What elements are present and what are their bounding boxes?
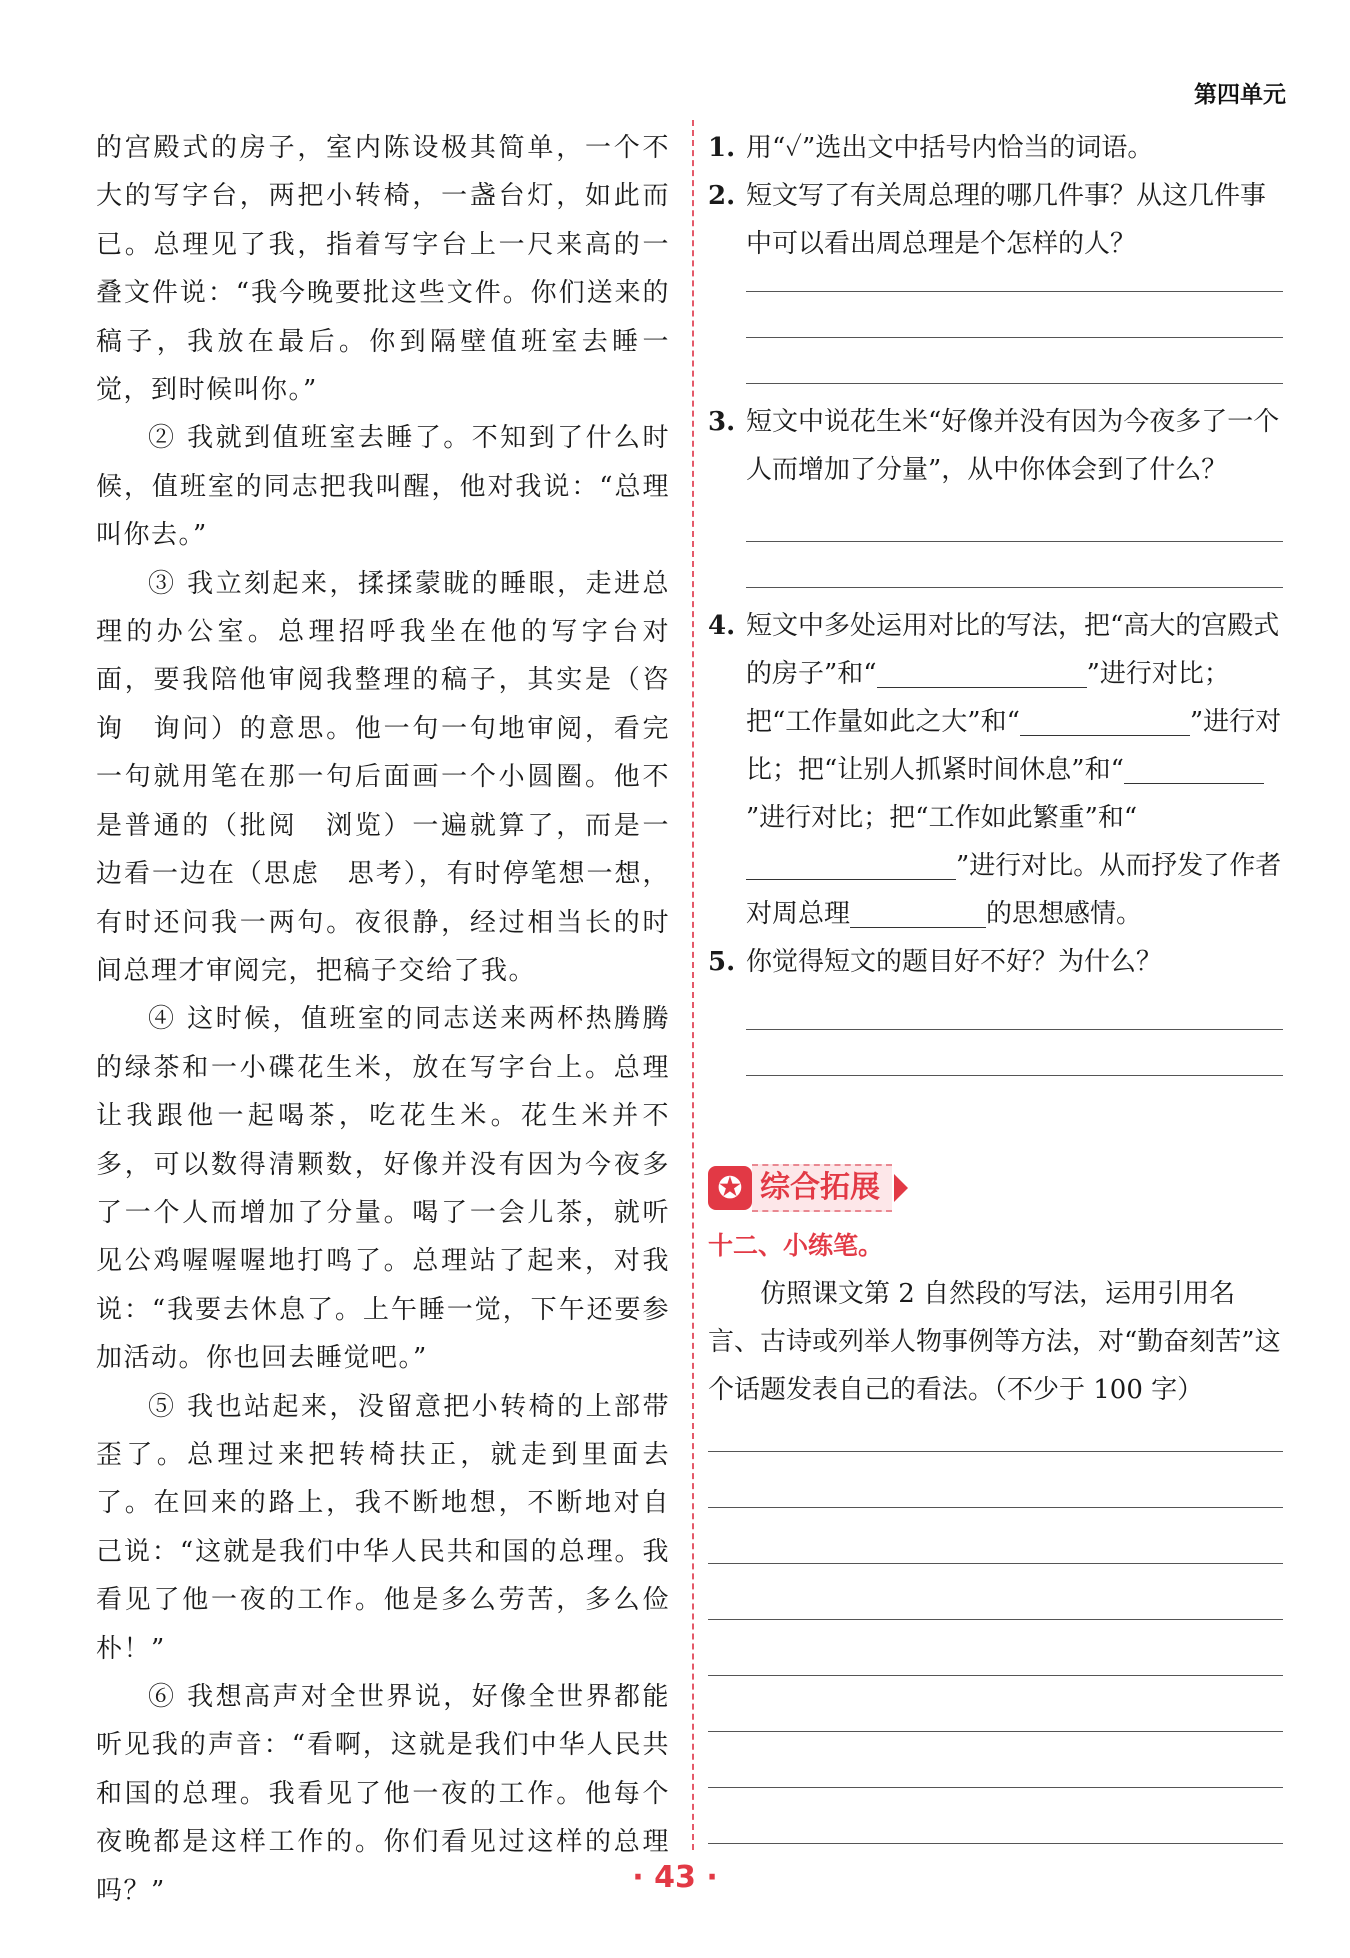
writing-line[interactable] xyxy=(708,1674,1283,1676)
star-icon: ✪ xyxy=(708,1166,752,1210)
question-5 xyxy=(708,938,1283,986)
passage-paragraph: 的宫殿式的房子，室内陈设极其简单，一个不大的写字台，两把小转椅，一盏台灯，如此而已。总理见了我，指着写字台上一尺来高的一叠文件说：“我今晚要批这些文件。你们送来的稿子，我放在最后。你到隔壁值班室去睡一觉，到时候叫你。” xyxy=(96,133,670,406)
question-number: 3. xyxy=(708,407,736,437)
question-text: 短文中说花生米“好像并没有因为今夜多了一个人而增加了分量”，从中你体会到了什么？ xyxy=(746,407,1280,485)
reading-passage xyxy=(96,124,670,1915)
answer-line[interactable] xyxy=(746,290,1283,292)
fill-blank[interactable] xyxy=(850,897,986,928)
writing-line[interactable] xyxy=(708,1450,1283,1452)
fill-blank[interactable] xyxy=(1020,705,1190,736)
answer-line[interactable] xyxy=(746,336,1283,338)
answer-line[interactable] xyxy=(746,382,1283,384)
question-4 xyxy=(708,602,1283,938)
question-text xyxy=(746,602,1283,938)
passage-paragraph: ⑥ 我想高声对全世界说，好像全世界都能听见我的声音：“看啊，这就是我们中华人民共和国的总理。我看见了他一夜的工作。他每个夜晚都是这样工作的。你们看见过这样的总理吗？” xyxy=(96,1682,670,1906)
q4-text: ”进行对比；把“工作如此繁重”和“ xyxy=(746,803,1138,833)
question-number: 4. xyxy=(708,611,736,641)
q4-text: 短文中多处运用对比的写法，把“高大的宫殿式的房子”和“ xyxy=(746,611,1280,689)
question-number: 2. xyxy=(708,181,736,211)
answer-area-5 xyxy=(708,1028,1283,1076)
writing-prompt: 仿照课文第 2 自然段的写法，运用引用名言、古诗或列举人物事例等方法，对“勤奋刻苦”这个话题发表自己的看法。（不少于 100 字） xyxy=(708,1279,1281,1405)
answer-line[interactable] xyxy=(746,1028,1283,1030)
arrow-icon xyxy=(894,1174,908,1202)
fill-blank[interactable] xyxy=(746,849,956,880)
writing-line[interactable] xyxy=(708,1730,1283,1732)
section-title: 十二、小练笔。 xyxy=(708,1231,884,1260)
passage-paragraph: ⑤ 我也站起来，没留意把小转椅的上部带歪了。总理过来把转椅扶正，就走到里面去了。在回来的路上，我不断地想，不断地对自己说：“这就是我们中华人民共和国的总理。我看见了他一夜的工作。他是多么劳苦，多么俭朴！” xyxy=(96,1391,670,1664)
unit-label: 第四单元 xyxy=(1194,82,1286,108)
fill-blank[interactable] xyxy=(1124,753,1264,784)
question-2 xyxy=(708,172,1283,268)
passage-paragraph: ② 我就到值班室去睡了。不知到了什么时候，值班室的同志把我叫醒，他对我说：“总理叫你去。” xyxy=(96,423,670,551)
passage-paragraph: ③ 我立刻起来，揉揉蒙眬的睡眼，走进总理的办公室。总理招呼我坐在他的写字台对面，要我陪他审阅我整理的稿子，其实是（咨询 询问）的意思。他一句一句地审阅，看完一句就用笔在那一句后面画一个小圆圈。他不是普通的（批阅 浏览）一遍就算了，而是一边看一边在（思虑 思考），有时停笔想一想，有时还问我一两句。夜很静，经过相当长的时间总理才审阅完，把稿子交给了我。 xyxy=(96,568,670,986)
writing-line[interactable] xyxy=(708,1562,1283,1564)
answer-area-2 xyxy=(708,290,1283,384)
answer-line[interactable] xyxy=(746,1074,1283,1076)
question-3 xyxy=(708,398,1283,494)
question-text: 你觉得短文的题目好不好？为什么？ xyxy=(746,947,1163,977)
question-text: 用“✓”选出文中括号内恰当的词语。 xyxy=(746,133,1154,163)
q4-text: 的思想感情。 xyxy=(986,899,1143,929)
answer-line[interactable] xyxy=(746,586,1283,588)
extension-banner xyxy=(708,1165,908,1211)
fill-blank[interactable] xyxy=(877,657,1087,688)
question-text: 短文写了有关周总理的哪几件事？从这几件事中可以看出周总理是个怎样的人？ xyxy=(746,181,1267,259)
page-number: · 43 · xyxy=(632,1860,718,1895)
question-1 xyxy=(708,124,1283,172)
banner-title: 综合拓展 xyxy=(752,1164,892,1212)
column-divider xyxy=(692,120,694,1850)
question-number: 5. xyxy=(708,947,736,977)
passage-paragraph: ④ 这时候，值班室的同志送来两杯热腾腾的绿茶和一小碟花生米，放在写字台上。总理让我跟他一起喝茶，吃花生米。花生米并不多，可以数得清颗数，好像并没有因为今夜多了一个人而增加了分量。喝了一会儿茶，就听见公鸡喔喔喔地打鸣了。总理站了起来，对我说：“我要去休息了。上午睡一觉，下午还要参加活动。你也回去睡觉吧。” xyxy=(96,1004,670,1374)
question-number: 1. xyxy=(708,133,736,163)
writing-line[interactable] xyxy=(708,1786,1283,1788)
answer-line[interactable] xyxy=(746,540,1283,542)
answer-area-3 xyxy=(708,540,1283,588)
writing-line[interactable] xyxy=(708,1506,1283,1508)
q4-text: ”进行对比；把“让别人抓紧时间休息”和“ xyxy=(746,707,1282,785)
writing-line[interactable] xyxy=(708,1618,1283,1620)
writing-line[interactable] xyxy=(708,1842,1283,1844)
q4-text: ”进行对比；把“工作量如此之大”和“ xyxy=(746,659,1230,737)
writing-area xyxy=(708,1450,1283,1898)
questions xyxy=(708,124,1283,1076)
q4-text: ”进行对比。从而抒发了作者对周总理 xyxy=(746,851,1282,929)
